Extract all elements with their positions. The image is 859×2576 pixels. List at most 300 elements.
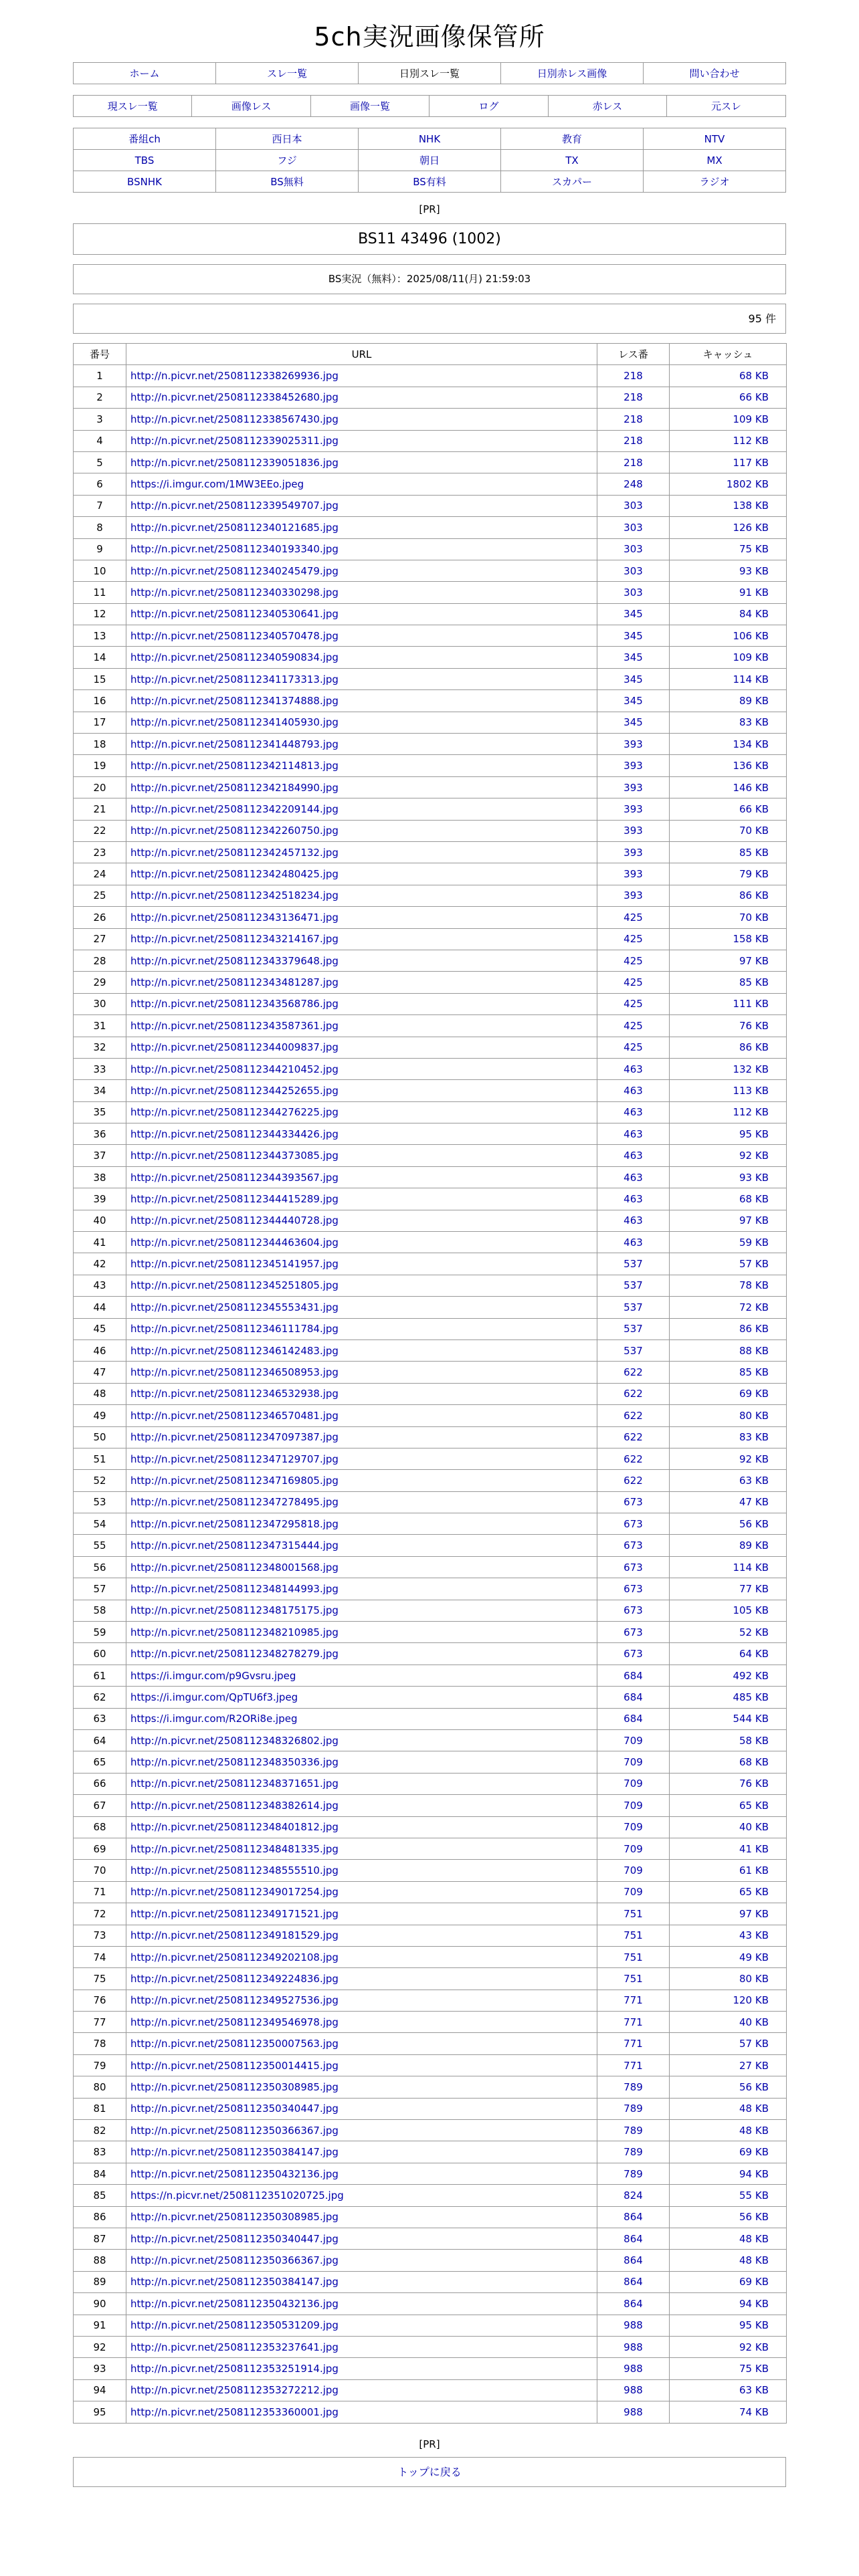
- image-url-link[interactable]: http://n.picvr.net/2508112350432136.jpg: [130, 2167, 339, 2180]
- res-number-link[interactable]: 393: [597, 798, 670, 820]
- image-url-link[interactable]: http://n.picvr.net/2508112348481335.jpg: [130, 1842, 339, 1855]
- res-number-link[interactable]: 425: [597, 1037, 670, 1058]
- image-url-link[interactable]: http://n.picvr.net/2508112342114813.jpg: [130, 760, 339, 772]
- channel-link[interactable]: BS有料: [413, 176, 446, 188]
- cache-link[interactable]: 69 KB: [670, 1383, 787, 1404]
- res-number-link[interactable]: 463: [597, 1166, 670, 1188]
- image-url-link[interactable]: http://n.picvr.net/2508112348175175.jpg: [130, 1604, 339, 1617]
- cache-link[interactable]: 80 KB: [670, 1405, 787, 1426]
- image-url-link[interactable]: http://n.picvr.net/2508112340245479.jpg: [130, 564, 339, 577]
- res-number-link[interactable]: 393: [597, 755, 670, 776]
- res-number-link[interactable]: 393: [597, 841, 670, 863]
- image-url-link[interactable]: http://n.picvr.net/2508112340121685.jpg: [130, 521, 339, 534]
- res-number-link[interactable]: 622: [597, 1383, 670, 1404]
- image-url-link[interactable]: http://n.picvr.net/2508112340570478.jpg: [130, 629, 339, 642]
- image-url-link[interactable]: http://n.picvr.net/2508112348278279.jpg: [130, 1648, 339, 1660]
- cache-link[interactable]: 86 KB: [670, 885, 787, 906]
- cache-link[interactable]: 79 KB: [670, 863, 787, 885]
- image-url-link[interactable]: http://n.picvr.net/2508112349202108.jpg: [130, 1951, 339, 1963]
- cache-link[interactable]: 49 KB: [670, 1946, 787, 1967]
- res-number-link[interactable]: 709: [597, 1881, 670, 1903]
- res-number-link[interactable]: 622: [597, 1426, 670, 1448]
- res-number-link[interactable]: 537: [597, 1339, 670, 1361]
- cache-link[interactable]: 93 KB: [670, 560, 787, 581]
- res-number-link[interactable]: 345: [597, 647, 670, 668]
- res-number-link[interactable]: 248: [597, 473, 670, 495]
- cache-link[interactable]: 92 KB: [670, 2336, 787, 2357]
- image-url-link[interactable]: http://n.picvr.net/2508112343136471.jpg: [130, 911, 339, 924]
- cache-link[interactable]: 69 KB: [670, 2141, 787, 2163]
- image-url-link[interactable]: http://n.picvr.net/2508112345141957.jpg: [130, 1258, 339, 1271]
- cache-link[interactable]: 138 KB: [670, 495, 787, 516]
- cache-link[interactable]: 95 KB: [670, 2315, 787, 2336]
- cache-link[interactable]: 52 KB: [670, 1622, 787, 1643]
- image-url-link[interactable]: http://n.picvr.net/2508112344373085.jpg: [130, 1150, 339, 1162]
- image-url-link[interactable]: http://n.picvr.net/2508112348144993.jpg: [130, 1582, 339, 1595]
- res-number-link[interactable]: 425: [597, 972, 670, 993]
- cache-link[interactable]: 112 KB: [670, 430, 787, 451]
- cache-link[interactable]: 66 KB: [670, 798, 787, 820]
- res-number-link[interactable]: 218: [597, 430, 670, 451]
- image-url-link[interactable]: http://n.picvr.net/2508112342184990.jpg: [130, 781, 339, 794]
- cache-link[interactable]: 57 KB: [670, 1253, 787, 1275]
- image-url-link[interactable]: http://n.picvr.net/2508112350014415.jpg: [130, 2059, 339, 2072]
- main-nav-link[interactable]: スレ一覧: [266, 68, 307, 80]
- res-number-link[interactable]: 988: [597, 2401, 670, 2423]
- res-number-link[interactable]: 751: [597, 1946, 670, 1967]
- res-number-link[interactable]: 425: [597, 1015, 670, 1037]
- res-number-link[interactable]: 425: [597, 928, 670, 950]
- image-url-link[interactable]: https://i.imgur.com/p9Gvsru.jpeg: [130, 1669, 296, 1682]
- cache-link[interactable]: 114 KB: [670, 1556, 787, 1578]
- image-url-link[interactable]: http://n.picvr.net/2508112346142483.jpg: [130, 1344, 339, 1357]
- image-url-link[interactable]: http://n.picvr.net/2508112350384147.jpg: [130, 2146, 339, 2159]
- sub-nav-link[interactable]: 赤レス: [592, 100, 623, 112]
- image-url-link[interactable]: http://n.picvr.net/2508112347278495.jpg: [130, 1496, 339, 1509]
- res-number-link[interactable]: 218: [597, 365, 670, 387]
- channel-link[interactable]: NHK: [418, 132, 441, 145]
- cache-link[interactable]: 78 KB: [670, 1275, 787, 1296]
- image-url-link[interactable]: http://n.picvr.net/2508112348401812.jpg: [130, 1821, 339, 1834]
- channel-link[interactable]: ラジオ: [699, 176, 730, 188]
- image-url-link[interactable]: http://n.picvr.net/2508112340530641.jpg: [130, 608, 339, 621]
- res-number-link[interactable]: 463: [597, 1232, 670, 1253]
- cache-link[interactable]: 76 KB: [670, 1773, 787, 1794]
- image-url-link[interactable]: http://n.picvr.net/2508112349181529.jpg: [130, 1929, 339, 1942]
- res-number-link[interactable]: 771: [597, 1990, 670, 2011]
- cache-link[interactable]: 80 KB: [670, 1968, 787, 1990]
- cache-link[interactable]: 95 KB: [670, 1123, 787, 1145]
- image-url-link[interactable]: http://n.picvr.net/2508112339549707.jpg: [130, 500, 339, 512]
- cache-link[interactable]: 27 KB: [670, 2054, 787, 2076]
- image-url-link[interactable]: http://n.picvr.net/2508112339025311.jpg: [130, 435, 339, 447]
- cache-link[interactable]: 132 KB: [670, 1058, 787, 1079]
- res-number-link[interactable]: 303: [597, 582, 670, 603]
- res-number-link[interactable]: 537: [597, 1318, 670, 1339]
- cache-link[interactable]: 117 KB: [670, 451, 787, 473]
- image-url-link[interactable]: http://n.picvr.net/2508112349224836.jpg: [130, 1972, 339, 1985]
- cache-link[interactable]: 68 KB: [670, 365, 787, 387]
- image-url-link[interactable]: http://n.picvr.net/2508112347169805.jpg: [130, 1475, 339, 1487]
- sub-nav-link[interactable]: 画像一覧: [350, 100, 391, 112]
- cache-link[interactable]: 56 KB: [670, 2206, 787, 2228]
- image-url-link[interactable]: http://n.picvr.net/2508112344393567.jpg: [130, 1171, 339, 1184]
- res-number-link[interactable]: 425: [597, 993, 670, 1014]
- res-number-link[interactable]: 789: [597, 2076, 670, 2098]
- image-url-link[interactable]: http://n.picvr.net/2508112341374888.jpg: [130, 694, 339, 707]
- res-number-link[interactable]: 709: [597, 1773, 670, 1794]
- cache-link[interactable]: 75 KB: [670, 538, 787, 560]
- image-url-link[interactable]: http://n.picvr.net/2508112347097387.jpg: [130, 1431, 339, 1444]
- image-url-link[interactable]: http://n.picvr.net/2508112350432136.jpg: [130, 2297, 339, 2310]
- image-url-link[interactable]: http://n.picvr.net/2508112342457132.jpg: [130, 846, 339, 859]
- image-url-link[interactable]: http://n.picvr.net/2508112342480425.jpg: [130, 868, 339, 881]
- res-number-link[interactable]: 709: [597, 1730, 670, 1751]
- image-url-link[interactable]: http://n.picvr.net/2508112347129707.jpg: [130, 1453, 339, 1465]
- image-url-link[interactable]: http://n.picvr.net/2508112348382614.jpg: [130, 1799, 339, 1812]
- res-number-link[interactable]: 463: [597, 1210, 670, 1231]
- res-number-link[interactable]: 771: [597, 2033, 670, 2054]
- res-number-link[interactable]: 622: [597, 1362, 670, 1383]
- res-number-link[interactable]: 303: [597, 495, 670, 516]
- channel-link[interactable]: BS無料: [270, 176, 304, 188]
- res-number-link[interactable]: 622: [597, 1470, 670, 1491]
- image-url-link[interactable]: http://n.picvr.net/2508112341448793.jpg: [130, 738, 339, 750]
- res-number-link[interactable]: 393: [597, 776, 670, 798]
- res-number-link[interactable]: 789: [597, 2098, 670, 2119]
- res-number-link[interactable]: 789: [597, 2141, 670, 2163]
- image-url-link[interactable]: http://n.picvr.net/2508112353251914.jpg: [130, 2363, 339, 2375]
- cache-link[interactable]: 85 KB: [670, 841, 787, 863]
- image-url-link[interactable]: http://n.picvr.net/2508112350340447.jpg: [130, 2103, 339, 2115]
- res-number-link[interactable]: 673: [597, 1578, 670, 1600]
- cache-link[interactable]: 59 KB: [670, 1232, 787, 1253]
- cache-link[interactable]: 72 KB: [670, 1297, 787, 1318]
- main-nav-link[interactable]: 日別赤レス画像: [537, 68, 607, 80]
- channel-link[interactable]: 教育: [561, 133, 582, 145]
- res-number-link[interactable]: 864: [597, 2228, 670, 2249]
- res-number-link[interactable]: 393: [597, 885, 670, 906]
- image-url-link[interactable]: http://n.picvr.net/2508112342518234.jpg: [130, 889, 339, 902]
- res-number-link[interactable]: 393: [597, 820, 670, 841]
- cache-link[interactable]: 85 KB: [670, 972, 787, 993]
- cache-link[interactable]: 92 KB: [670, 1145, 787, 1166]
- cache-link[interactable]: 105 KB: [670, 1600, 787, 1621]
- image-url-link[interactable]: http://n.picvr.net/2508112338452680.jpg: [130, 391, 339, 404]
- image-url-link[interactable]: http://n.picvr.net/2508112346570481.jpg: [130, 1409, 339, 1422]
- res-number-link[interactable]: 789: [597, 2163, 670, 2184]
- res-number-link[interactable]: 673: [597, 1491, 670, 1513]
- res-number-link[interactable]: 673: [597, 1600, 670, 1621]
- image-url-link[interactable]: http://n.picvr.net/2508112350366367.jpg: [130, 2254, 339, 2267]
- cache-link[interactable]: 56 KB: [670, 1513, 787, 1535]
- image-url-link[interactable]: https://i.imgur.com/R2ORi8e.jpeg: [130, 1713, 298, 1725]
- cache-link[interactable]: 41 KB: [670, 1838, 787, 1859]
- res-number-link[interactable]: 345: [597, 690, 670, 712]
- cache-link[interactable]: 77 KB: [670, 1578, 787, 1600]
- cache-link[interactable]: 83 KB: [670, 712, 787, 733]
- image-url-link[interactable]: http://n.picvr.net/2508112348371651.jpg: [130, 1778, 339, 1790]
- res-number-link[interactable]: 684: [597, 1665, 670, 1686]
- res-number-link[interactable]: 463: [597, 1123, 670, 1145]
- channel-link[interactable]: 西日本: [272, 133, 302, 145]
- res-number-link[interactable]: 303: [597, 517, 670, 538]
- res-number-link[interactable]: 463: [597, 1101, 670, 1123]
- main-nav-link[interactable]: ホーム: [129, 68, 160, 80]
- res-number-link[interactable]: 988: [597, 2315, 670, 2336]
- res-number-link[interactable]: 345: [597, 625, 670, 647]
- cache-link[interactable]: 70 KB: [670, 907, 787, 928]
- channel-link[interactable]: TX: [565, 154, 579, 167]
- image-url-link[interactable]: http://n.picvr.net/2508112343214167.jpg: [130, 933, 339, 946]
- res-number-link[interactable]: 673: [597, 1643, 670, 1665]
- res-number-link[interactable]: 789: [597, 2120, 670, 2141]
- res-number-link[interactable]: 864: [597, 2250, 670, 2271]
- image-url-link[interactable]: http://n.picvr.net/2508112353272212.jpg: [130, 2384, 339, 2397]
- image-url-link[interactable]: http://n.picvr.net/2508112344276225.jpg: [130, 1106, 339, 1119]
- cache-link[interactable]: 76 KB: [670, 1015, 787, 1037]
- cache-link[interactable]: 97 KB: [670, 950, 787, 971]
- image-url-link[interactable]: http://n.picvr.net/2508112344440728.jpg: [130, 1214, 339, 1227]
- cache-link[interactable]: 48 KB: [670, 2120, 787, 2141]
- image-url-link[interactable]: http://n.picvr.net/2508112348001568.jpg: [130, 1561, 339, 1574]
- image-url-link[interactable]: http://n.picvr.net/2508112353360001.jpg: [130, 2405, 339, 2418]
- channel-link[interactable]: 朝日: [419, 154, 440, 167]
- channel-link[interactable]: NTV: [704, 132, 725, 145]
- cache-link[interactable]: 85 KB: [670, 1362, 787, 1383]
- res-number-link[interactable]: 622: [597, 1405, 670, 1426]
- cache-link[interactable]: 74 KB: [670, 2401, 787, 2423]
- cache-link[interactable]: 97 KB: [670, 1903, 787, 1925]
- res-number-link[interactable]: 622: [597, 1448, 670, 1469]
- res-number-link[interactable]: 463: [597, 1188, 670, 1210]
- image-url-link[interactable]: http://n.picvr.net/2508112347295818.jpg: [130, 1517, 339, 1530]
- res-number-link[interactable]: 709: [597, 1795, 670, 1816]
- channel-link[interactable]: 番組ch: [128, 133, 161, 145]
- image-url-link[interactable]: http://n.picvr.net/2508112350366367.jpg: [130, 2124, 339, 2137]
- cache-link[interactable]: 40 KB: [670, 1816, 787, 1838]
- res-number-link[interactable]: 345: [597, 712, 670, 733]
- image-url-link[interactable]: http://n.picvr.net/2508112347315444.jpg: [130, 1539, 339, 1552]
- back-to-top-link[interactable]: トップに戻る: [397, 2465, 462, 2478]
- cache-link[interactable]: 492 KB: [670, 1665, 787, 1686]
- sub-nav-link[interactable]: 元スレ: [711, 100, 742, 112]
- cache-link[interactable]: 40 KB: [670, 2012, 787, 2033]
- res-number-link[interactable]: 673: [597, 1535, 670, 1556]
- image-url-link[interactable]: http://n.picvr.net/2508112350384147.jpg: [130, 2276, 339, 2288]
- res-number-link[interactable]: 673: [597, 1622, 670, 1643]
- image-url-link[interactable]: http://n.picvr.net/2508112348326802.jpg: [130, 1734, 339, 1747]
- cache-link[interactable]: 94 KB: [670, 2293, 787, 2315]
- cache-link[interactable]: 106 KB: [670, 625, 787, 647]
- cache-link[interactable]: 158 KB: [670, 928, 787, 950]
- cache-link[interactable]: 126 KB: [670, 517, 787, 538]
- image-url-link[interactable]: http://n.picvr.net/2508112338567430.jpg: [130, 413, 339, 425]
- cache-link[interactable]: 111 KB: [670, 993, 787, 1014]
- res-number-link[interactable]: 537: [597, 1297, 670, 1318]
- image-url-link[interactable]: http://n.picvr.net/2508112346508953.jpg: [130, 1366, 339, 1379]
- cache-link[interactable]: 89 KB: [670, 1535, 787, 1556]
- channel-link[interactable]: フジ: [277, 154, 297, 167]
- cache-link[interactable]: 146 KB: [670, 776, 787, 798]
- image-url-link[interactable]: http://n.picvr.net/2508112350007563.jpg: [130, 2038, 339, 2050]
- res-number-link[interactable]: 393: [597, 863, 670, 885]
- res-number-link[interactable]: 824: [597, 2185, 670, 2206]
- res-number-link[interactable]: 537: [597, 1253, 670, 1275]
- image-url-link[interactable]: http://n.picvr.net/2508112343481287.jpg: [130, 976, 339, 989]
- cache-link[interactable]: 66 KB: [670, 387, 787, 408]
- res-number-link[interactable]: 393: [597, 734, 670, 755]
- cache-link[interactable]: 56 KB: [670, 2076, 787, 2098]
- cache-link[interactable]: 48 KB: [670, 2250, 787, 2271]
- res-number-link[interactable]: 751: [597, 1925, 670, 1946]
- res-number-link[interactable]: 684: [597, 1708, 670, 1729]
- res-number-link[interactable]: 709: [597, 1751, 670, 1773]
- sub-nav-link[interactable]: 現スレ一覧: [107, 100, 158, 112]
- image-url-link[interactable]: http://n.picvr.net/2508112345553431.jpg: [130, 1301, 339, 1313]
- cache-link[interactable]: 1802 KB: [670, 473, 787, 495]
- cache-link[interactable]: 68 KB: [670, 1751, 787, 1773]
- res-number-link[interactable]: 864: [597, 2206, 670, 2228]
- res-number-link[interactable]: 463: [597, 1145, 670, 1166]
- cache-link[interactable]: 47 KB: [670, 1491, 787, 1513]
- res-number-link[interactable]: 709: [597, 1816, 670, 1838]
- image-url-link[interactable]: https://n.picvr.net/2508112351020725.jpg: [130, 2189, 344, 2202]
- res-number-link[interactable]: 709: [597, 1838, 670, 1859]
- res-number-link[interactable]: 463: [597, 1058, 670, 1079]
- cache-link[interactable]: 134 KB: [670, 734, 787, 755]
- image-url-link[interactable]: http://n.picvr.net/2508112344415289.jpg: [130, 1192, 339, 1205]
- cache-link[interactable]: 109 KB: [670, 647, 787, 668]
- res-number-link[interactable]: 684: [597, 1687, 670, 1708]
- image-url-link[interactable]: https://i.imgur.com/QpTU6f3.jpeg: [130, 1691, 298, 1703]
- image-url-link[interactable]: http://n.picvr.net/2508112344210452.jpg: [130, 1063, 339, 1075]
- image-url-link[interactable]: https://i.imgur.com/1MW3EEo.jpeg: [130, 478, 304, 491]
- image-url-link[interactable]: http://n.picvr.net/2508112340193340.jpg: [130, 543, 339, 556]
- channel-link[interactable]: スカパー: [551, 176, 592, 188]
- res-number-link[interactable]: 673: [597, 1556, 670, 1578]
- image-url-link[interactable]: http://n.picvr.net/2508112340330298.jpg: [130, 586, 339, 599]
- cache-link[interactable]: 63 KB: [670, 1470, 787, 1491]
- res-number-link[interactable]: 218: [597, 387, 670, 408]
- res-number-link[interactable]: 988: [597, 2379, 670, 2401]
- sub-nav-link[interactable]: ログ: [478, 100, 499, 112]
- res-number-link[interactable]: 673: [597, 1513, 670, 1535]
- image-url-link[interactable]: http://n.picvr.net/2508112343379648.jpg: [130, 954, 339, 967]
- image-url-link[interactable]: http://n.picvr.net/2508112341405930.jpg: [130, 716, 339, 729]
- cache-link[interactable]: 86 KB: [670, 1318, 787, 1339]
- cache-link[interactable]: 136 KB: [670, 755, 787, 776]
- cache-link[interactable]: 113 KB: [670, 1080, 787, 1101]
- image-url-link[interactable]: http://n.picvr.net/2508112344334426.jpg: [130, 1128, 339, 1140]
- res-number-link[interactable]: 751: [597, 1968, 670, 1990]
- cache-link[interactable]: 109 KB: [670, 409, 787, 430]
- image-url-link[interactable]: http://n.picvr.net/2508112343568786.jpg: [130, 998, 339, 1010]
- image-url-link[interactable]: http://n.picvr.net/2508112349017254.jpg: [130, 1886, 339, 1899]
- image-url-link[interactable]: http://n.picvr.net/2508112345251805.jpg: [130, 1279, 339, 1292]
- res-number-link[interactable]: 425: [597, 907, 670, 928]
- image-url-link[interactable]: http://n.picvr.net/2508112339051836.jpg: [130, 456, 339, 469]
- cache-link[interactable]: 57 KB: [670, 2033, 787, 2054]
- channel-link[interactable]: TBS: [134, 154, 155, 167]
- res-number-link[interactable]: 537: [597, 1275, 670, 1296]
- cache-link[interactable]: 114 KB: [670, 668, 787, 689]
- image-url-link[interactable]: http://n.picvr.net/2508112342260750.jpg: [130, 825, 339, 837]
- res-number-link[interactable]: 864: [597, 2271, 670, 2292]
- image-url-link[interactable]: http://n.picvr.net/2508112344463604.jpg: [130, 1236, 339, 1249]
- res-number-link[interactable]: 218: [597, 409, 670, 430]
- cache-link[interactable]: 94 KB: [670, 2163, 787, 2184]
- cache-link[interactable]: 65 KB: [670, 1881, 787, 1903]
- cache-link[interactable]: 112 KB: [670, 1101, 787, 1123]
- image-url-link[interactable]: http://n.picvr.net/2508112342209144.jpg: [130, 802, 339, 815]
- cache-link[interactable]: 91 KB: [670, 582, 787, 603]
- image-url-link[interactable]: http://n.picvr.net/2508112350308985.jpg: [130, 2080, 339, 2093]
- cache-link[interactable]: 93 KB: [670, 1166, 787, 1188]
- cache-link[interactable]: 86 KB: [670, 1037, 787, 1058]
- cache-link[interactable]: 55 KB: [670, 2185, 787, 2206]
- image-url-link[interactable]: http://n.picvr.net/2508112349546978.jpg: [130, 2016, 339, 2028]
- channel-link[interactable]: BSNHK: [127, 175, 162, 188]
- res-number-link[interactable]: 988: [597, 2358, 670, 2379]
- res-number-link[interactable]: 218: [597, 451, 670, 473]
- image-url-link[interactable]: http://n.picvr.net/2508112350531209.jpg: [130, 2319, 339, 2332]
- image-url-link[interactable]: http://n.picvr.net/2508112348210985.jpg: [130, 1626, 339, 1638]
- cache-link[interactable]: 65 KB: [670, 1795, 787, 1816]
- cache-link[interactable]: 485 KB: [670, 1687, 787, 1708]
- cache-link[interactable]: 84 KB: [670, 603, 787, 625]
- res-number-link[interactable]: 345: [597, 668, 670, 689]
- res-number-link[interactable]: 425: [597, 950, 670, 971]
- res-number-link[interactable]: 709: [597, 1860, 670, 1881]
- image-url-link[interactable]: http://n.picvr.net/2508112340590834.jpg: [130, 651, 339, 664]
- res-number-link[interactable]: 751: [597, 1903, 670, 1925]
- cache-link[interactable]: 48 KB: [670, 2098, 787, 2119]
- cache-link[interactable]: 89 KB: [670, 690, 787, 712]
- cache-link[interactable]: 63 KB: [670, 2379, 787, 2401]
- image-url-link[interactable]: http://n.picvr.net/2508112348350336.jpg: [130, 1756, 339, 1769]
- cache-link[interactable]: 61 KB: [670, 1860, 787, 1881]
- cache-link[interactable]: 58 KB: [670, 1730, 787, 1751]
- cache-link[interactable]: 75 KB: [670, 2358, 787, 2379]
- cache-link[interactable]: 68 KB: [670, 1188, 787, 1210]
- res-number-link[interactable]: 771: [597, 2054, 670, 2076]
- channel-link[interactable]: MX: [706, 154, 723, 167]
- image-url-link[interactable]: http://n.picvr.net/2508112353237641.jpg: [130, 2341, 339, 2353]
- cache-link[interactable]: 120 KB: [670, 1990, 787, 2011]
- image-url-link[interactable]: http://n.picvr.net/2508112344252655.jpg: [130, 1084, 339, 1097]
- image-url-link[interactable]: http://n.picvr.net/2508112348555510.jpg: [130, 1864, 339, 1877]
- cache-link[interactable]: 544 KB: [670, 1708, 787, 1729]
- res-number-link[interactable]: 988: [597, 2336, 670, 2357]
- res-number-link[interactable]: 303: [597, 560, 670, 581]
- image-url-link[interactable]: http://n.picvr.net/2508112341173313.jpg: [130, 673, 339, 685]
- image-url-link[interactable]: http://n.picvr.net/2508112338269936.jpg: [130, 370, 339, 383]
- image-url-link[interactable]: http://n.picvr.net/2508112343587361.jpg: [130, 1019, 339, 1032]
- res-number-link[interactable]: 463: [597, 1080, 670, 1101]
- cache-link[interactable]: 48 KB: [670, 2228, 787, 2249]
- cache-link[interactable]: 64 KB: [670, 1643, 787, 1665]
- cache-link[interactable]: 88 KB: [670, 1339, 787, 1361]
- main-nav-link[interactable]: 問い合わせ: [689, 68, 740, 80]
- image-url-link[interactable]: http://n.picvr.net/2508112346111784.jpg: [130, 1323, 339, 1335]
- cache-link[interactable]: 43 KB: [670, 1925, 787, 1946]
- image-url-link[interactable]: http://n.picvr.net/2508112344009837.jpg: [130, 1041, 339, 1054]
- image-url-link[interactable]: http://n.picvr.net/2508112346532938.jpg: [130, 1388, 339, 1400]
- cache-link[interactable]: 69 KB: [670, 2271, 787, 2292]
- res-number-link[interactable]: 345: [597, 603, 670, 625]
- image-url-link[interactable]: http://n.picvr.net/2508112350308985.jpg: [130, 2211, 339, 2224]
